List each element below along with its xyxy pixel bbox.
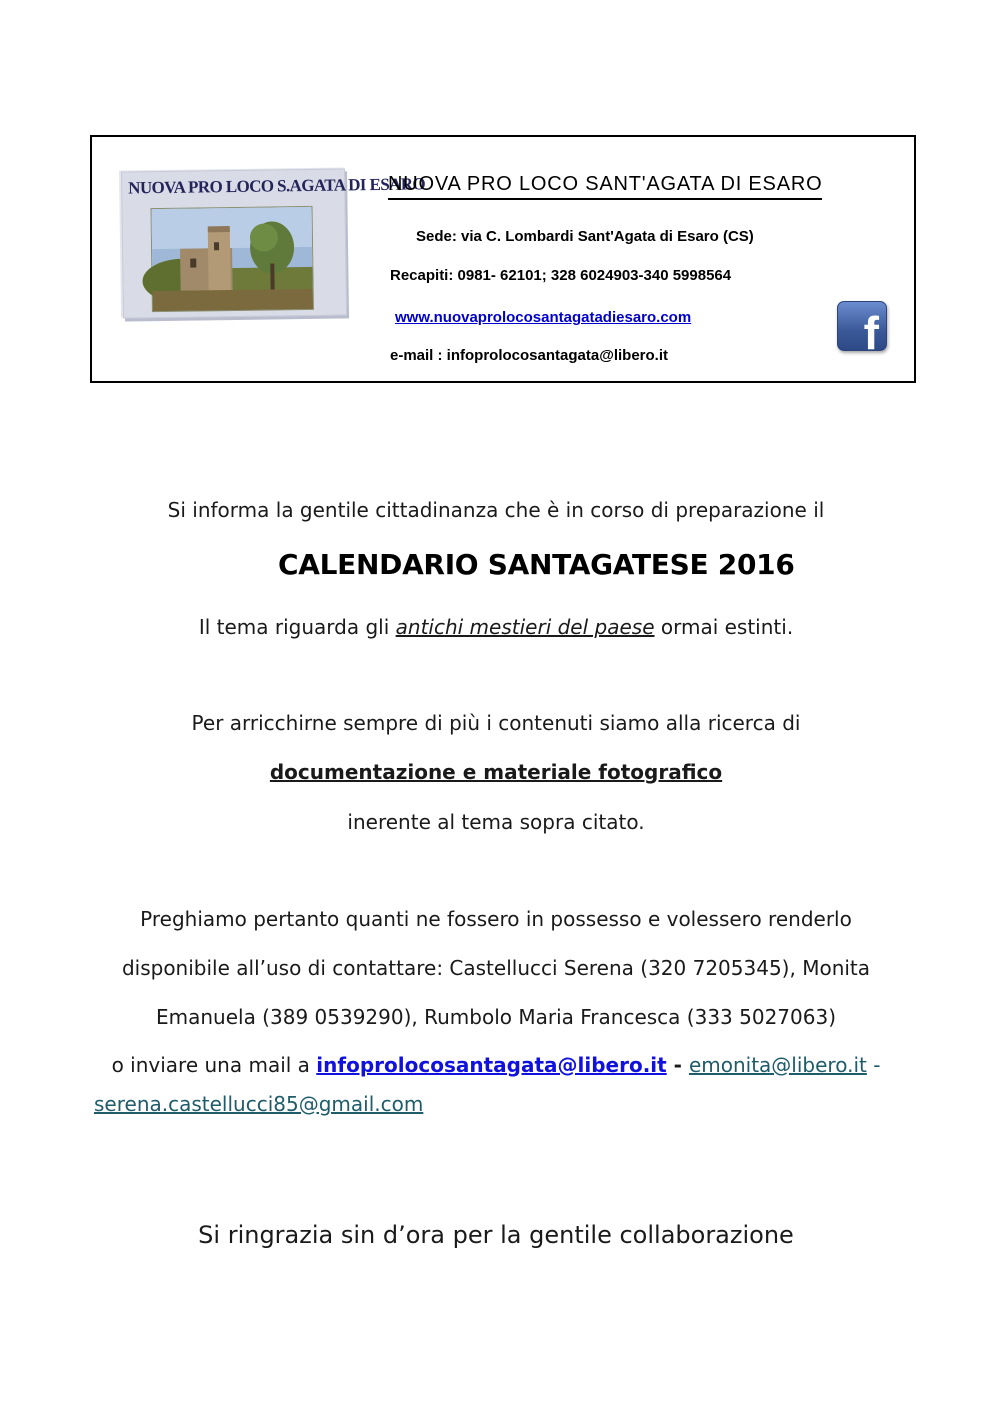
request-emphasis: documentazione e materiale fotografico (269, 760, 723, 784)
pro-loco-logo (121, 168, 426, 318)
email-line: e-mail : infoprolocosantagata@libero.it (390, 347, 668, 364)
contact-line-3: Emanuela (389 0539290), Rumbolo Maria Francesca (333 5027063) (155, 1005, 836, 1029)
header-box (90, 135, 916, 383)
request-text: Per arricchirne sempre di più i contenuti siamo alla ricerca di (191, 711, 801, 735)
castle-photo (150, 206, 313, 312)
facebook-icon[interactable] (837, 301, 887, 359)
facebook-glyph: f (863, 307, 879, 359)
organization-title: NUOVA PRO LOCO SANT'AGATA DI ESARO (388, 173, 822, 200)
phone-line: Recapiti: 0981- 62101; 328 6024903-340 5998564 (390, 267, 732, 284)
request-tail: inerente al tema sopra citato. (347, 810, 645, 834)
mail-separator-1: - (666, 1053, 689, 1077)
theme-text-after: ormai estinti. (654, 615, 794, 639)
mail-link-castellucci[interactable]: serena.castellucci85@gmail.com (94, 1092, 424, 1116)
logo-text: NUOVA PRO LOCO S.AGATA DI ESARO (128, 174, 426, 198)
theme-text-before: Il tema riguarda gli (198, 615, 396, 639)
mail-link-monita[interactable]: emonita@libero.it (688, 1053, 867, 1077)
mail-line (0, 1053, 992, 1077)
contact-line-2: disponibile all’uso di contattare: Castellucci Serena (320 7205345), Monita (121, 956, 871, 980)
intro-text: Si informa la gentile cittadinanza che è in corso di preparazione il (167, 498, 825, 522)
mail-separator-2: - (866, 1053, 881, 1077)
theme-paragraph (0, 615, 992, 639)
mail-prefix: o inviare una mail a (111, 1053, 317, 1077)
thanks-text: Si ringrazia sin d’ora per la gentile collaborazione (198, 1221, 794, 1249)
contact-line-1: Preghiamo pertanto quanti ne fossero in possesso e volessero renderlo (140, 907, 852, 931)
mail-line-2 (94, 1092, 423, 1116)
address-line: Sede: via C. Lombardi Sant'Agata di Esaro (CS) (416, 228, 754, 245)
calendar-headline: CALENDARIO SANTAGATESE 2016 (278, 548, 795, 581)
mail-link-proloco[interactable]: infoprolocosantagata@libero.it (316, 1053, 667, 1077)
theme-emphasis: antichi mestieri del paese (395, 615, 655, 639)
website-link[interactable]: www.nuovaprolocosantagatadiesaro.com (395, 309, 692, 326)
